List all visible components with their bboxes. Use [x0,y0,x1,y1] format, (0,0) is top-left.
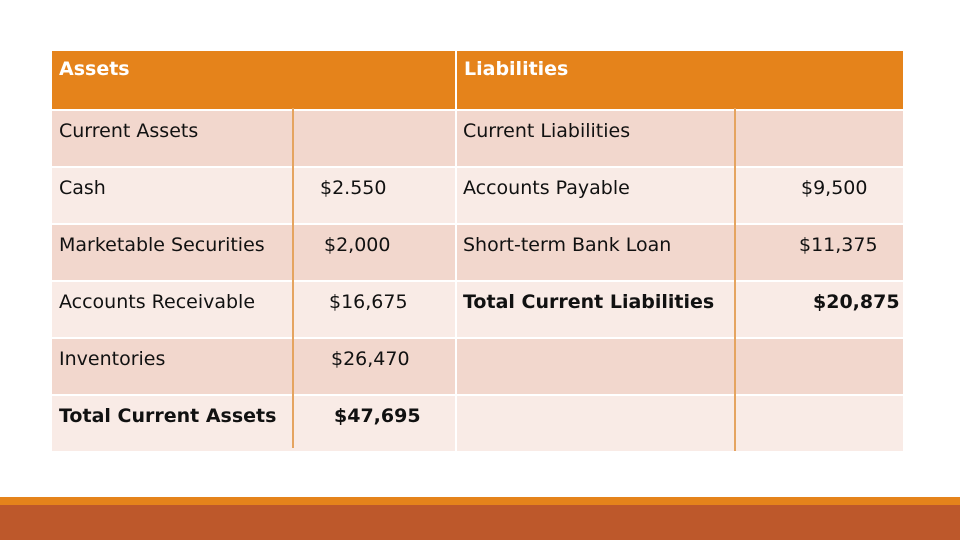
footer-stripe [0,497,960,505]
header-assets: Assets [52,51,455,109]
cash-value: $2.550 [320,177,387,199]
accounts-receivable-label: Accounts Receivable [59,291,256,313]
assets-value-rule [292,108,294,448]
inventories-label: Inventories [59,348,166,370]
liabilities-value-rule [734,108,736,451]
short-term-bank-loan-value: $11,375 [799,234,878,256]
footer-band [0,505,960,540]
inventories-value: $26,470 [331,348,410,370]
current-assets-heading: Current Assets [59,120,199,142]
total-current-liabilities-value: $20,875 [813,291,900,313]
header-liabilities: Liabilities [457,51,903,109]
short-term-bank-loan-label: Short-term Bank Loan [463,234,672,256]
accounts-payable-value: $9,500 [801,177,868,199]
balance-sheet-table [52,51,903,451]
current-liabilities-heading: Current Liabilities [463,120,631,142]
column-divider [455,51,457,451]
total-current-assets-label: Total Current Assets [59,405,277,427]
total-current-liabilities-label: Total Current Liabilities [463,291,715,313]
marketable-securities-value: $2,000 [324,234,391,256]
cash-label: Cash [59,177,106,199]
accounts-payable-label: Accounts Payable [463,177,630,199]
accounts-receivable-value: $16,675 [329,291,408,313]
marketable-securities-label: Marketable Securities [59,234,265,256]
total-current-assets-value: $47,695 [334,405,421,427]
